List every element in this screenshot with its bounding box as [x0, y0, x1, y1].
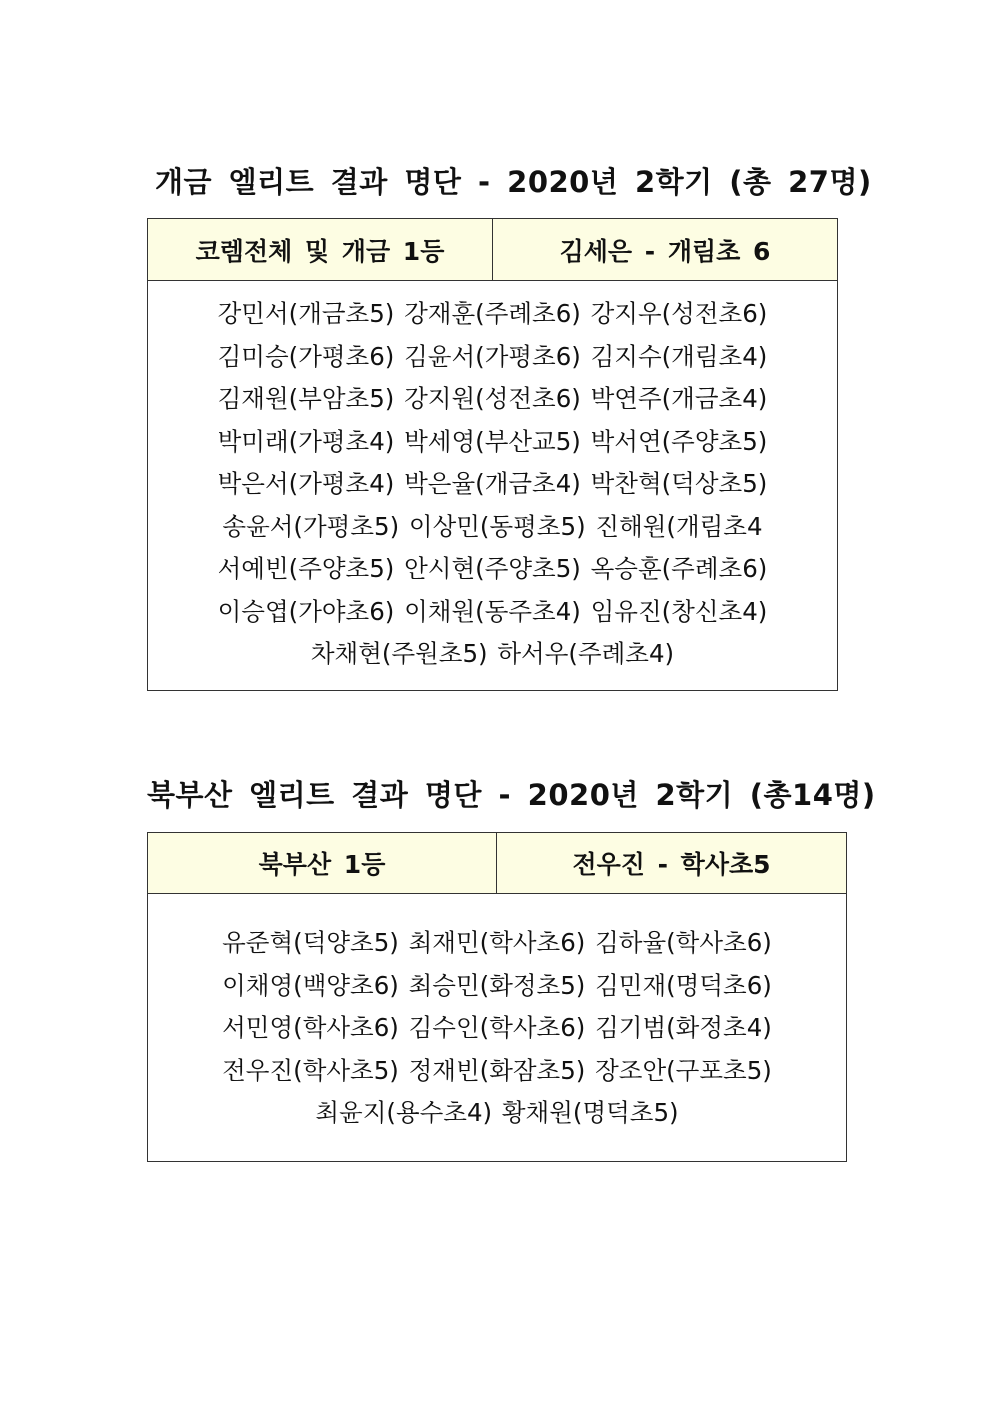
gaegeum-title: 개금 엘리트 결과 명단 - 2020년 2학기 (총 27명): [155, 165, 872, 199]
gaegeum-header-left: 코렘전체 및 개금 1등: [148, 219, 493, 280]
name-line: 차채현(주원초5) 하서우(주례초4): [310, 639, 675, 668]
gaegeum-result-table: [147, 218, 838, 691]
name-line: 송윤서(가평초5) 이상민(동평초5) 진해원(개림초4: [222, 511, 763, 541]
name-line: 유준혁(덕양초5) 최재민(학사초6) 김하율(학사초6): [222, 928, 772, 957]
bukbusan-header-right: 전우진 - 학사초5: [572, 850, 771, 879]
name-line: 박은서(가평초4) 박은율(개금초4) 박찬혁(덕상초5): [217, 469, 768, 498]
name-line: 서예빈(주양초5) 안시현(주양초5) 옥승훈(주례초6): [217, 554, 768, 583]
name-line: 전우진(학사초5) 정재빈(화잠초5) 장조안(구포초5): [222, 1055, 772, 1085]
bukbusan-name-list: [148, 922, 846, 1135]
gaegeum-name-list: [148, 293, 837, 676]
name-line: 강민서(개금초5) 강재훈(주례초6) 강지우(성전초6): [217, 299, 768, 328]
name-line: 이채영(백양초6) 최승민(화정초5) 김민재(명덕초6): [222, 970, 772, 1000]
gaegeum-header-row: [148, 219, 837, 281]
bukbusan-header-row: [148, 833, 846, 894]
name-line: 최윤지(용수초4) 황채원(명덕초5): [315, 1098, 679, 1127]
gaegeum-header-right: 김세은 - 개림초 6: [559, 236, 771, 266]
bukbusan-header-left: 북부산 1등: [148, 833, 497, 893]
name-line: 서민영(학사초6) 김수인(학사초6) 김기범(화정초4): [222, 1013, 772, 1042]
name-line: 김재원(부암초5) 강지원(성전초6) 박연주(개금초4): [217, 384, 768, 413]
name-line: 이승엽(가야초6) 이채원(동주초4) 임유진(창신초4): [217, 596, 768, 626]
bukbusan-result-table: [147, 832, 847, 1162]
name-line: 김미승(가평초6) 김윤서(가평초6) 김지수(개림초4): [217, 341, 768, 371]
bukbusan-title: 북부산 엘리트 결과 명단 - 2020년 2학기 (총14명): [147, 778, 876, 812]
name-line: 박미래(가평초4) 박세영(부산교5) 박서연(주양초5): [217, 426, 768, 456]
